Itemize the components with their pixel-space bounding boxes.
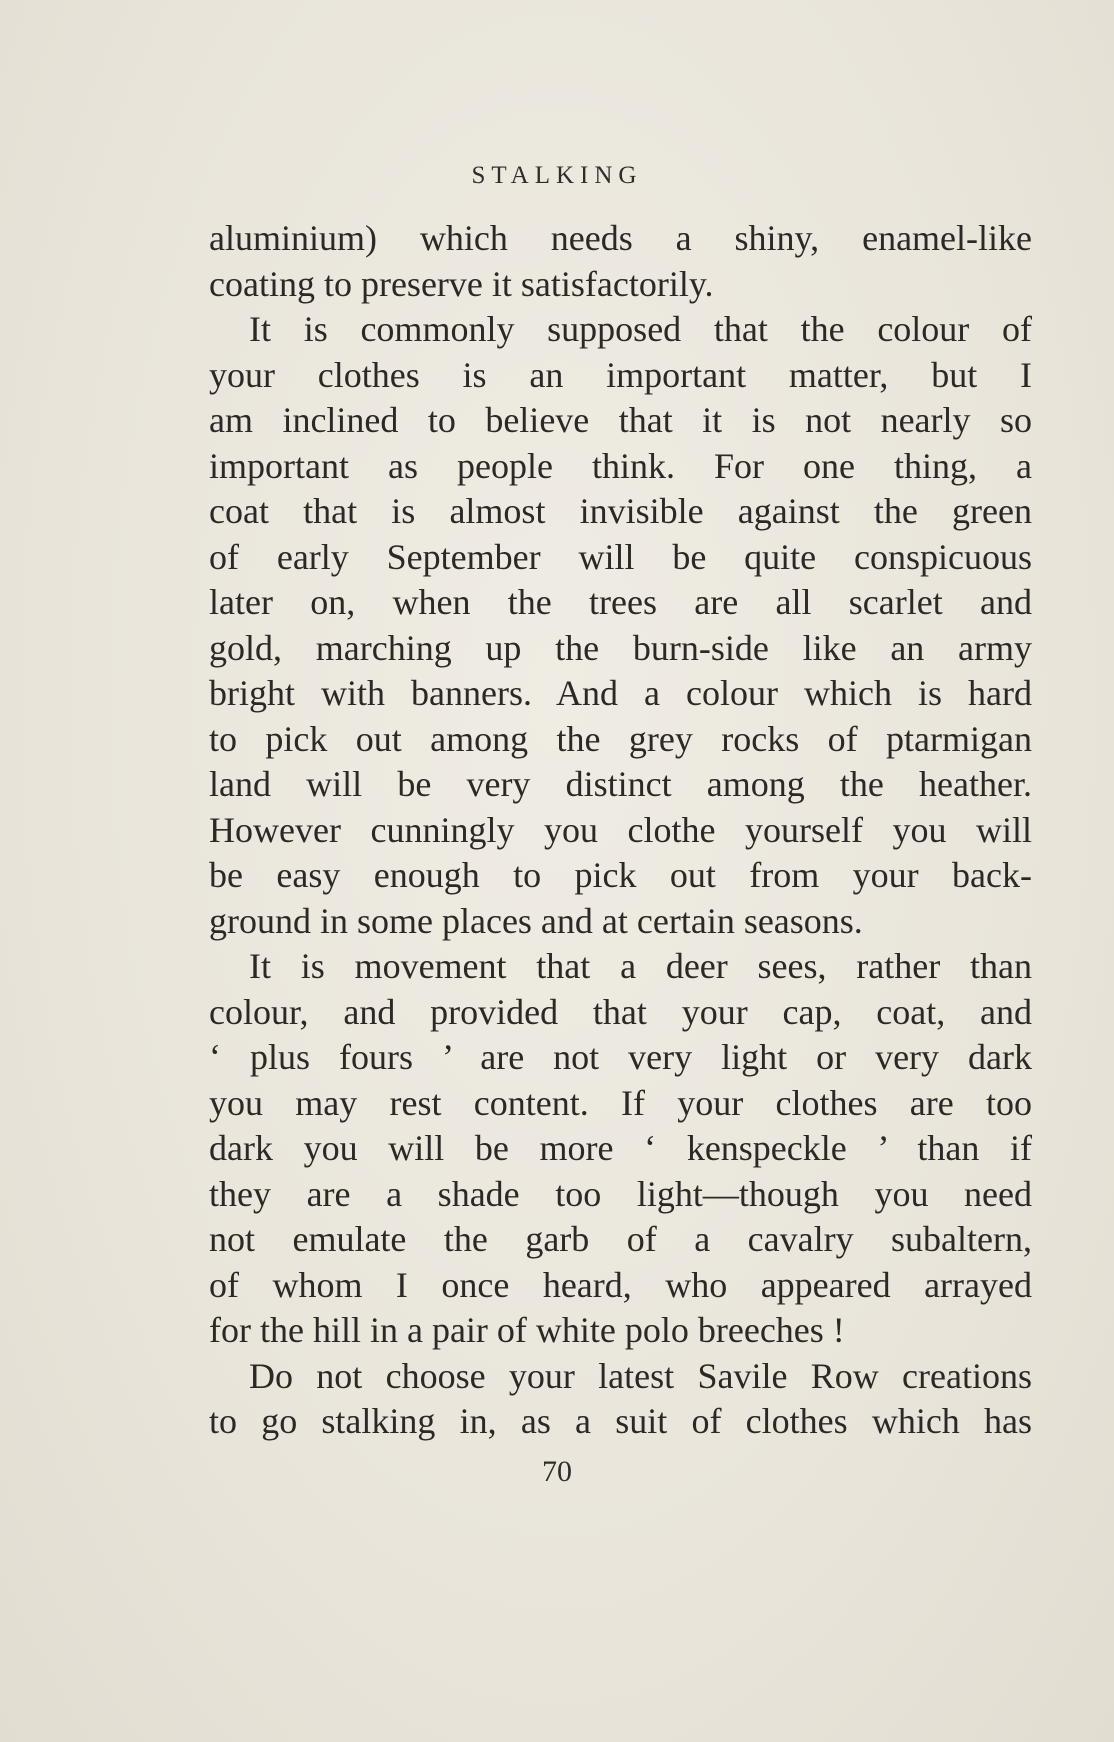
text-line: of whom I once heard, who appeared arrayed <box>209 1264 1032 1305</box>
text-line: ‘ plus fours ’ are not very light or very dark <box>209 1037 1032 1077</box>
text-line: be easy enough to pick out from your back- <box>209 855 1032 895</box>
text-line: bright with banners. And a colour which is hard <box>209 673 1032 713</box>
text-line: gold, marching up the burn-side like an army <box>209 627 1032 668</box>
running-head: STALKING <box>471 162 643 189</box>
text-line: am inclined to believe that it is not nearly so <box>209 400 1032 440</box>
text-line: colour, and provided that your cap, coat, and <box>209 991 1032 1032</box>
text-line: It is commonly supposed that the colour of <box>249 309 1032 349</box>
text-line: ground in some places and at certain seasons. <box>209 900 863 941</box>
text-line: your clothes is an important matter, but I <box>209 354 1032 395</box>
text-line: later on, when the trees are all scarlet and <box>209 582 1032 622</box>
text-line: to pick out among the grey rocks of ptarmigan <box>209 718 1032 759</box>
text-line: for the hill in a pair of white polo breeches ! <box>209 1310 845 1350</box>
body-text <box>209 216 1032 1445</box>
text-line: to go stalking in, as a suit of clothes which has <box>209 1401 1032 1441</box>
text-line: coating to preserve it satisfactorily. <box>209 263 714 304</box>
text-line: However cunningly you clothe yourself you will <box>209 809 1032 850</box>
page-number: 70 <box>542 1455 572 1488</box>
text-line: you may rest content. If your clothes are too <box>209 1082 1032 1123</box>
text-line: It is movement that a deer sees, rather than <box>249 946 1032 986</box>
text-line: dark you will be more ‘ kenspeckle ’ than if <box>209 1128 1032 1168</box>
text-line: Do not choose your latest Savile Row creations <box>249 1355 1032 1396</box>
text-line: important as people think. For one thing, a <box>209 445 1032 486</box>
text-line: not emulate the garb of a cavalry subaltern, <box>209 1219 1032 1259</box>
text-line: land will be very distinct among the heather. <box>209 764 1032 804</box>
text-line: they are a shade too light—though you need <box>209 1173 1032 1214</box>
text-line: aluminium) which needs a shiny, enamel-like <box>209 218 1032 258</box>
text-line: coat that is almost invisible against the green <box>209 491 1032 531</box>
text-line: of early September will be quite conspicuous <box>209 536 1032 577</box>
